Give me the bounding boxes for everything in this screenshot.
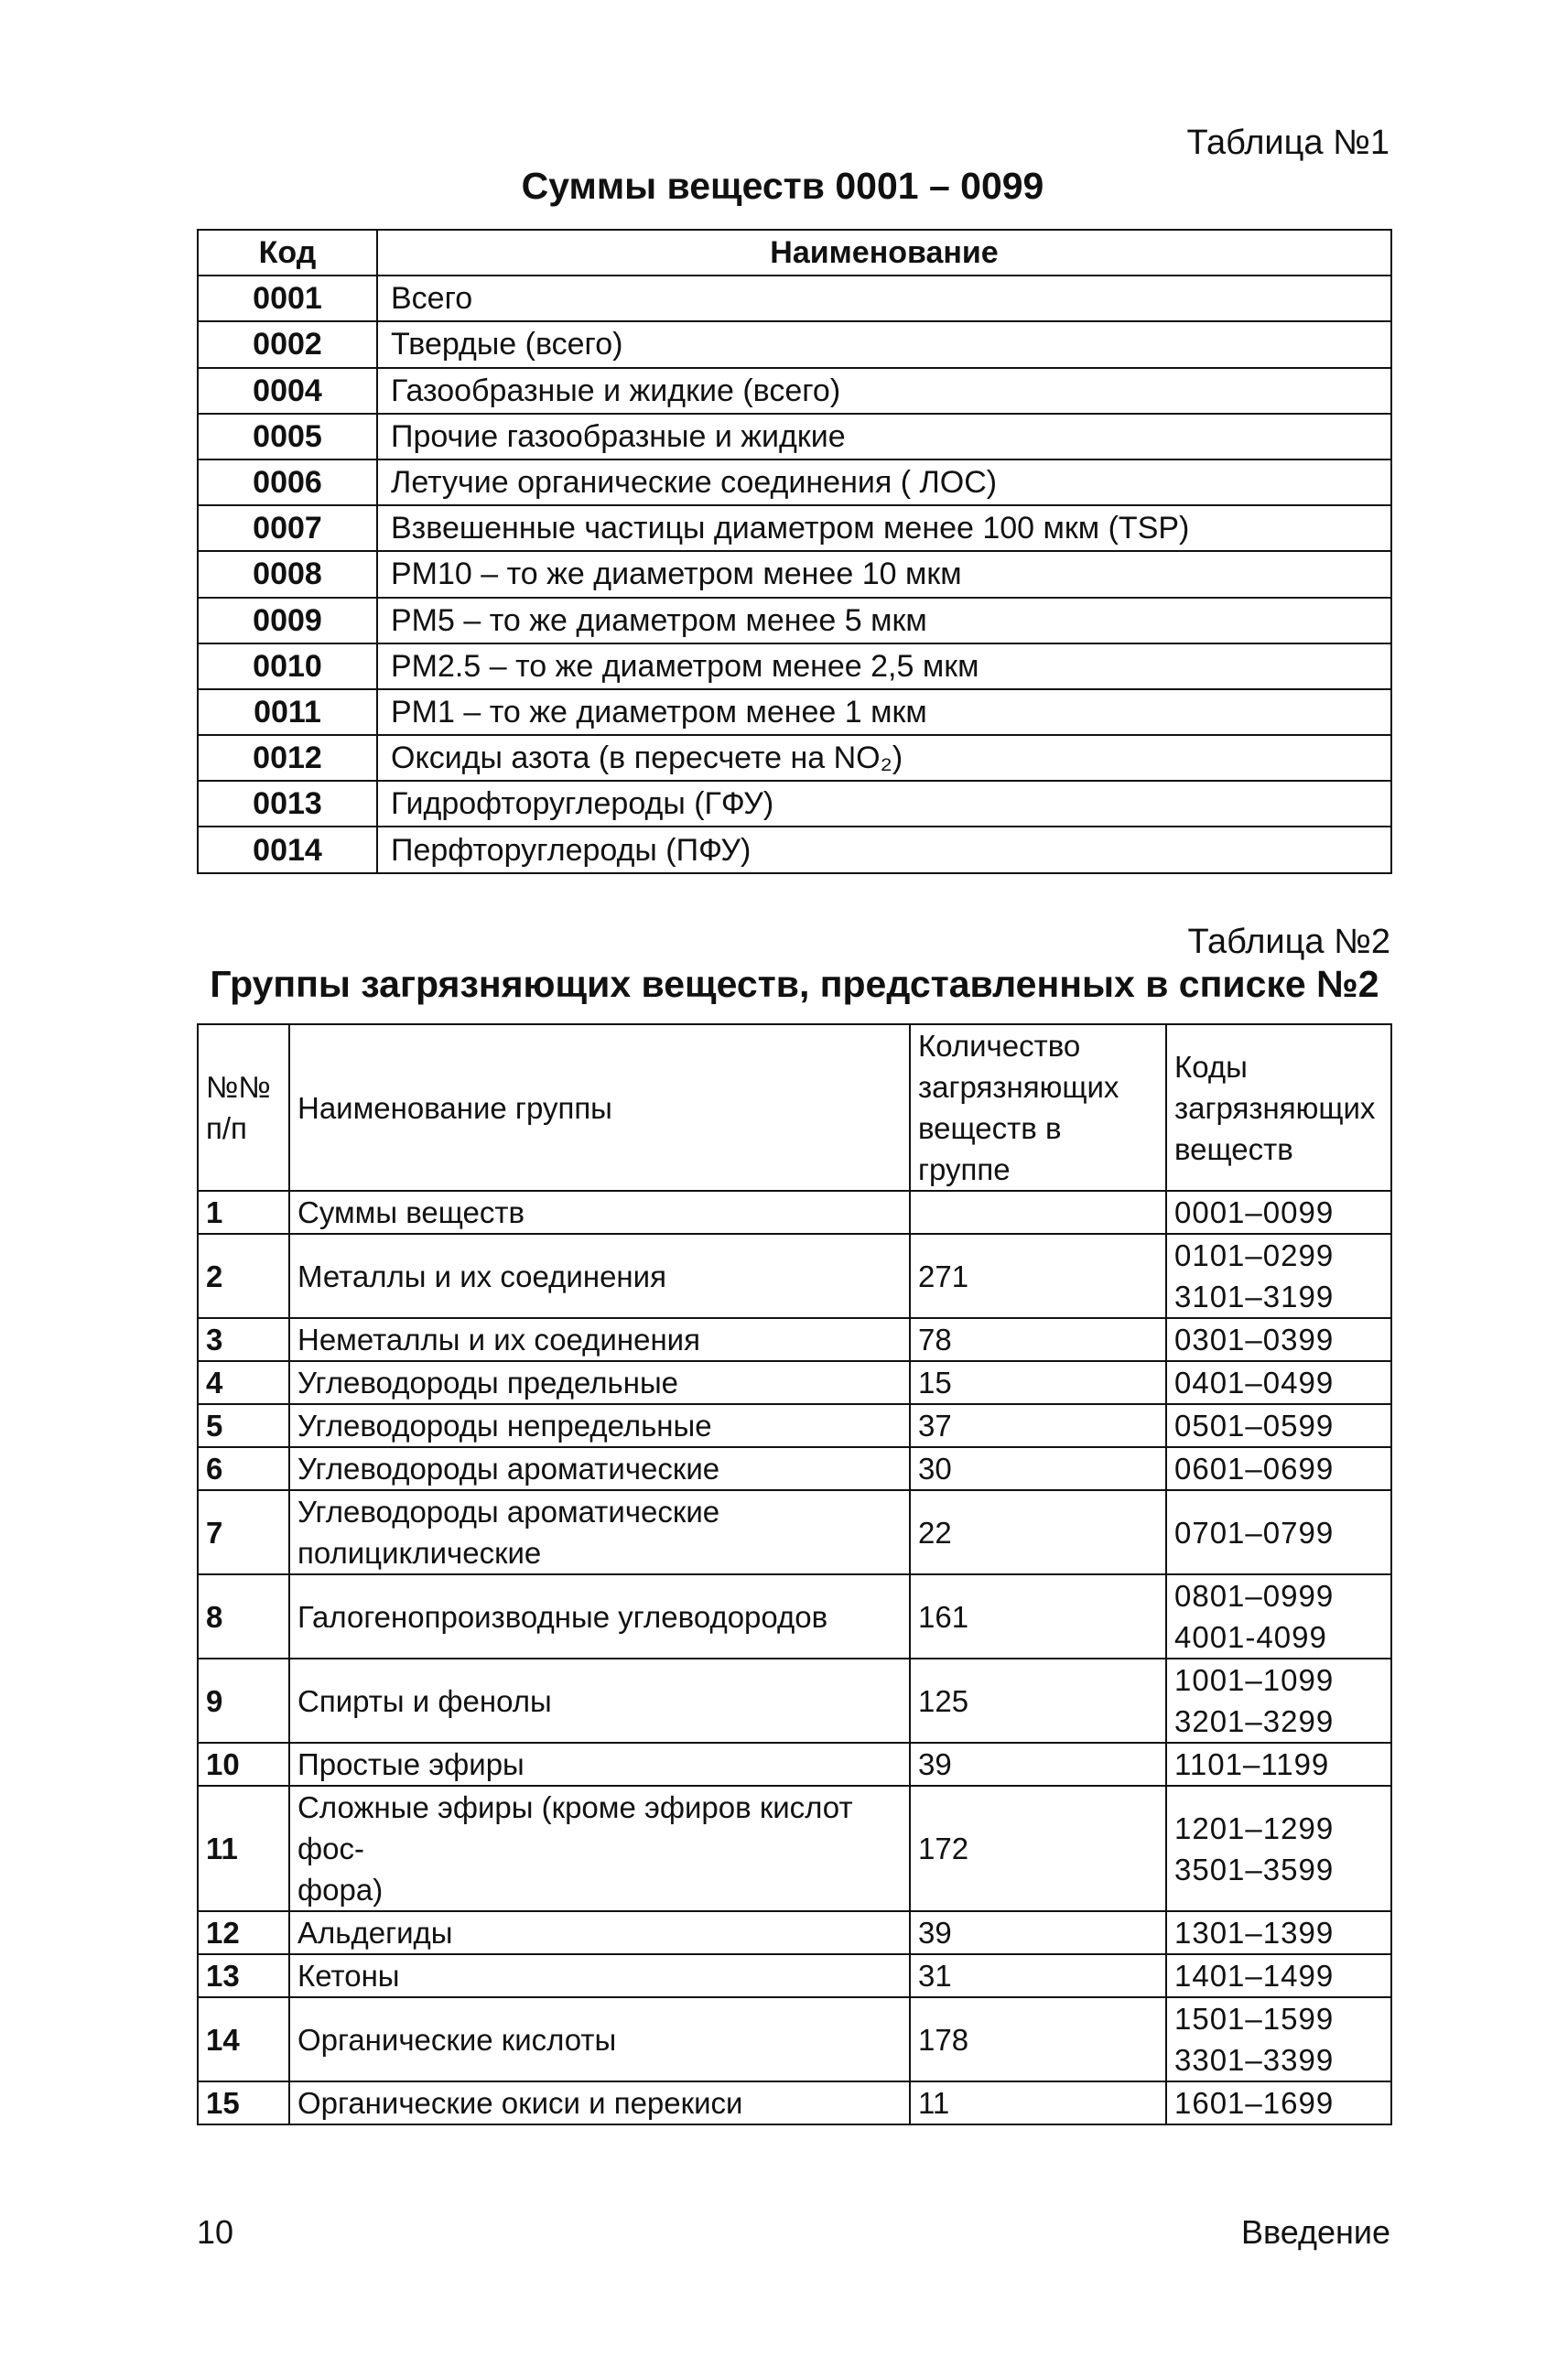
table1-cell-code: 0010 xyxy=(198,643,377,689)
table2-cell-num: 2 xyxy=(198,1234,289,1318)
table2-cell-name: Суммы веществ xyxy=(289,1191,910,1234)
table2-cell-name: Простые эфиры xyxy=(289,1743,910,1786)
table2-cell-num: 8 xyxy=(198,1574,289,1659)
table2-row xyxy=(198,1361,1391,1404)
table2-cell-count: 11 xyxy=(910,2081,1166,2124)
table1-cell-name: Летучие органические соединения ( ЛОС) xyxy=(377,459,1391,505)
table2-cell-count: 172 xyxy=(910,1786,1166,1911)
table2-row xyxy=(198,1954,1391,1997)
table1-row xyxy=(198,505,1391,551)
table2-row xyxy=(198,1911,1391,1954)
table2-cell-num: 1 xyxy=(198,1191,289,1234)
table1-cell-name: Перфторуглероды (ПФУ) xyxy=(377,827,1391,872)
table2-cell-name: Углеводороды ароматические xyxy=(289,1447,910,1490)
table2-cell-name: Органические кислоты xyxy=(289,1997,910,2081)
table2-cell-num: 13 xyxy=(198,1954,289,1997)
table2-cell-codes: 0801–0999 4001-4099 xyxy=(1166,1574,1391,1659)
table2-header-num: №№ п/п xyxy=(198,1024,289,1191)
table2-row xyxy=(198,1997,1391,2081)
table2-cell-name: Металлы и их соединения xyxy=(289,1234,910,1318)
table2-cell-name: Кетоны xyxy=(289,1954,910,1997)
table2-header-row xyxy=(198,1024,1391,1191)
table2-cell-name: Альдегиды xyxy=(289,1911,910,1954)
table1-row xyxy=(198,414,1391,459)
table1-row xyxy=(198,689,1391,735)
table1-header-code: Код xyxy=(198,230,377,276)
table2-cell-count: 161 xyxy=(910,1574,1166,1659)
table1-cell-name: PM1 – то же диаметром менее 1 мкм xyxy=(377,689,1391,735)
table2-header-codes: Коды загрязняющих веществ xyxy=(1166,1024,1391,1191)
table1-cell-code: 0008 xyxy=(198,551,377,597)
table2-row xyxy=(198,1318,1391,1361)
table1-cell-code: 0005 xyxy=(198,414,377,459)
table1-cell-code: 0011 xyxy=(198,689,377,735)
table2 xyxy=(197,1023,1392,2125)
table2-cell-codes: 0301–0399 xyxy=(1166,1318,1391,1361)
table2-row xyxy=(198,1490,1391,1574)
table2-cell-codes: 0501–0599 xyxy=(1166,1404,1391,1447)
table2-cell-count: 30 xyxy=(910,1447,1166,1490)
table1-cell-name: PM10 – то же диаметром менее 10 мкм xyxy=(377,551,1391,597)
table1-row xyxy=(198,368,1391,414)
table2-cell-count: 178 xyxy=(910,1997,1166,2081)
table2-cell-num: 15 xyxy=(198,2081,289,2124)
table1-cell-name: PM2.5 – то же диаметром менее 2,5 мкм xyxy=(377,643,1391,689)
table1-cell-code: 0014 xyxy=(198,827,377,872)
table1-row xyxy=(198,598,1391,643)
table1-cell-name: Гидрофторуглероды (ГФУ) xyxy=(377,781,1391,827)
table2-cell-codes: 1001–1099 3201–3299 xyxy=(1166,1659,1391,1743)
footer-section: Введение xyxy=(1240,2213,1390,2251)
table2-cell-num: 7 xyxy=(198,1490,289,1574)
table2-cell-codes: 0701–0799 xyxy=(1166,1490,1391,1574)
table2-cell-codes: 0401–0499 xyxy=(1166,1361,1391,1404)
table2-cell-codes: 0001–0099 xyxy=(1166,1191,1391,1234)
table2-row xyxy=(198,1447,1391,1490)
table2-cell-num: 11 xyxy=(198,1786,289,1911)
table2-cell-count: 271 xyxy=(910,1234,1166,1318)
table2-cell-count: 31 xyxy=(910,1954,1166,1997)
table2-title: Группы загрязняющих веществ, представленных в списке №2 xyxy=(210,963,1379,1005)
table1-row xyxy=(198,643,1391,689)
table1-cell-code: 0006 xyxy=(198,459,377,505)
table2-row xyxy=(198,2081,1391,2124)
page-number: 10 xyxy=(197,2213,234,2251)
table2-cell-name: Сложные эфиры (кроме эфиров кислот фос- фора) xyxy=(289,1786,910,1911)
table1-header-name: Наименование xyxy=(377,230,1391,276)
table1-cell-name: Твердые (всего) xyxy=(377,321,1391,367)
table2-cell-codes: 1101–1199 xyxy=(1166,1743,1391,1786)
table2-cell-codes: 1301–1399 xyxy=(1166,1911,1391,1954)
table2-label: Таблица №2 xyxy=(1187,923,1390,961)
table2-cell-num: 5 xyxy=(198,1404,289,1447)
table1-row xyxy=(198,276,1391,321)
table1-cell-code: 0002 xyxy=(198,321,377,367)
table2-cell-name: Углеводороды предельные xyxy=(289,1361,910,1404)
table1-cell-code: 0012 xyxy=(198,735,377,781)
table2-cell-num: 6 xyxy=(198,1447,289,1490)
table2-cell-num: 3 xyxy=(198,1318,289,1361)
table1-row xyxy=(198,827,1391,872)
table2-row xyxy=(198,1234,1391,1318)
table1-title: Суммы веществ 0001 – 0099 xyxy=(521,165,1044,207)
table2-cell-count: 37 xyxy=(910,1404,1166,1447)
table2-cell-count: 15 xyxy=(910,1361,1166,1404)
table2-cell-name: Спирты и фенолы xyxy=(289,1659,910,1743)
table2-cell-name: Галогенопроизводные углеводородов xyxy=(289,1574,910,1659)
table2-cell-name: Углеводороды непредельные xyxy=(289,1404,910,1447)
table2-cell-codes: 1201–1299 3501–3599 xyxy=(1166,1786,1391,1911)
table1-cell-name: Газообразные и жидкие (всего) xyxy=(377,368,1391,414)
table1-cell-name: Прочие газообразные и жидкие xyxy=(377,414,1391,459)
table2-header-count: Количество загрязняющих веществ в группе xyxy=(910,1024,1166,1191)
table1-cell-code: 0007 xyxy=(198,505,377,551)
table2-cell-num: 14 xyxy=(198,1997,289,2081)
table2-cell-count: 78 xyxy=(910,1318,1166,1361)
table1-row xyxy=(198,735,1391,781)
table1-row xyxy=(198,781,1391,827)
table2-row xyxy=(198,1743,1391,1786)
table2-cell-count xyxy=(910,1191,1166,1234)
table1-cell-code: 0013 xyxy=(198,781,377,827)
table1-row xyxy=(198,321,1391,367)
table1 xyxy=(197,229,1392,874)
table2-cell-num: 10 xyxy=(198,1743,289,1786)
table1-header-row xyxy=(198,230,1391,276)
table2-cell-count: 39 xyxy=(910,1911,1166,1954)
table2-cell-codes: 1401–1499 xyxy=(1166,1954,1391,1997)
table1-cell-name: Оксиды азота (в пересчете на NO₂) xyxy=(377,735,1391,781)
table2-cell-codes: 0101–0299 3101–3199 xyxy=(1166,1234,1391,1318)
table2-cell-name: Углеводороды ароматические полициклические xyxy=(289,1490,910,1574)
table2-cell-num: 4 xyxy=(198,1361,289,1404)
table2-row xyxy=(198,1191,1391,1234)
table2-cell-name: Неметаллы и их соединения xyxy=(289,1318,910,1361)
table2-cell-codes: 1501–1599 3301–3399 xyxy=(1166,1997,1391,2081)
table1-cell-name: PM5 – то же диаметром менее 5 мкм xyxy=(377,598,1391,643)
table2-cell-count: 125 xyxy=(910,1659,1166,1743)
table2-cell-num: 12 xyxy=(198,1911,289,1954)
table1-cell-code: 0001 xyxy=(198,276,377,321)
table2-cell-count: 22 xyxy=(910,1490,1166,1574)
table1-label: Таблица №1 xyxy=(1186,124,1390,162)
table1-cell-name: Взвешенные частицы диаметром менее 100 мкм (TSP) xyxy=(377,505,1391,551)
table2-cell-name: Органические окиси и перекиси xyxy=(289,2081,910,2124)
table1-row xyxy=(198,459,1391,505)
table2-cell-num: 9 xyxy=(198,1659,289,1743)
table2-cell-codes: 1601–1699 xyxy=(1166,2081,1391,2124)
table1-cell-name: Всего xyxy=(377,276,1391,321)
table2-row xyxy=(198,1786,1391,1911)
table1-row xyxy=(198,551,1391,597)
table1-cell-code: 0004 xyxy=(198,368,377,414)
table2-cell-count: 39 xyxy=(910,1743,1166,1786)
table2-row xyxy=(198,1404,1391,1447)
table2-row xyxy=(198,1574,1391,1659)
table1-cell-code: 0009 xyxy=(198,598,377,643)
table2-header-name: Наименование группы xyxy=(289,1024,910,1191)
table2-cell-codes: 0601–0699 xyxy=(1166,1447,1391,1490)
table2-row xyxy=(198,1659,1391,1743)
